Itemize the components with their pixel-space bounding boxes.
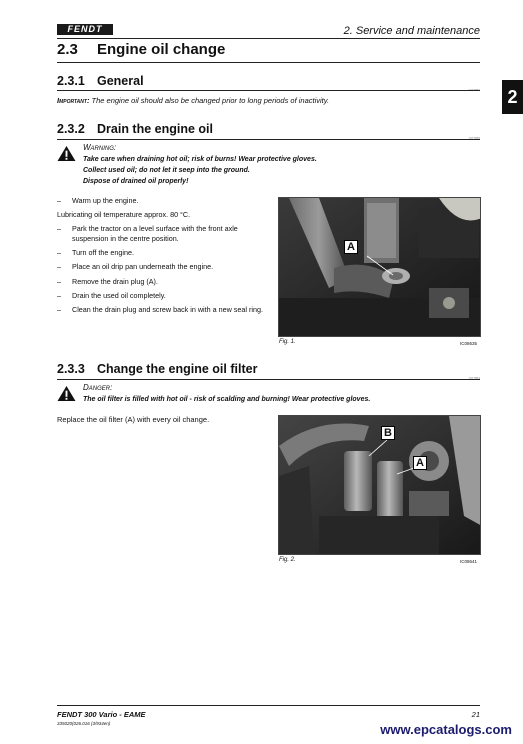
filter-instruction: Replace the oil filter (A) with every oil change. [57, 415, 210, 424]
subsection-number: 2.3.1 [57, 74, 85, 88]
warning-triangle-icon [57, 385, 76, 402]
list-item: – Clean the drain plug and screw back in with a new seal ring. [57, 304, 263, 314]
important-note [57, 96, 329, 105]
figure-2-photo [278, 415, 481, 555]
section-number: 2.3 [57, 41, 78, 58]
figure-label-a: A [413, 456, 427, 470]
header-rule [57, 38, 480, 39]
subsection-title: Change the engine oil filter [97, 362, 258, 376]
danger-box [57, 383, 457, 409]
important-label: Important: [57, 96, 90, 105]
warning-box [57, 143, 457, 189]
figure-label-b: B [381, 426, 395, 440]
subsection-title: General [97, 74, 144, 88]
subsection-rule [57, 139, 480, 140]
page-number: 21 [471, 710, 480, 719]
warning-label: Warning: [83, 143, 117, 152]
danger-label: Danger: [83, 383, 113, 392]
list-item: – Place an oil drip pan underneath the engine. [57, 262, 214, 272]
figure-1-photo [278, 197, 481, 337]
footer-code: 335020(026.016 (3/934en) [57, 721, 111, 726]
list-item: – Remove the drain plug (A). [57, 276, 158, 286]
warning-line: Dispose of drained oil properly! [83, 178, 189, 185]
warning-line: Take care when draining hot oil; risk of burns! Wear protective gloves. [83, 156, 317, 163]
subsection-title: Drain the engine oil [97, 122, 213, 136]
section-rule [57, 62, 480, 63]
footer-rule [57, 705, 480, 706]
section-heading [57, 41, 225, 58]
important-text: The engine oil should also be changed prior to long periods of inactivity. [89, 96, 330, 105]
reference-code: 7377854 [468, 376, 480, 380]
figure-label-a: A [344, 240, 358, 254]
list-item: – Warm up the engine. [57, 196, 139, 205]
subsection-filter-heading [57, 362, 257, 376]
figure-caption: Fig. 2. [279, 557, 296, 563]
drain-steps-list [57, 196, 267, 319]
warning-line: Collect used oil; do not let it seep into the ground. [83, 167, 250, 174]
danger-text: The oil filter is filled with hot oil - risk of scalding and burning! Wear protective gloves. [83, 396, 371, 403]
list-item: – Park the tractor on a level surface with the front axle suspension in the centre position. [57, 224, 238, 243]
subsection-number: 2.3.3 [57, 362, 85, 376]
brand-logo: FENDT [57, 24, 113, 35]
chapter-title: 2. Service and maintenance [343, 25, 480, 37]
figure-reference: IC08641 [460, 559, 478, 564]
list-item: – Turn off the engine. [57, 248, 134, 258]
reference-code: 7377850 [468, 88, 480, 92]
subsection-number: 2.3.2 [57, 122, 85, 136]
subsection-drain-heading [57, 122, 213, 136]
footer-model: FENDT 300 Vario - EAME [57, 710, 146, 719]
list-item: Lubricating oil temperature approx. 80 °C. [57, 210, 191, 220]
section-title: Engine oil change [97, 41, 226, 58]
subsection-general-heading [57, 74, 144, 88]
subsection-rule [57, 379, 480, 380]
watermark-text: www.epcatalogs.com [380, 722, 512, 737]
chapter-tab: 2 [502, 80, 523, 114]
warning-triangle-icon [57, 145, 76, 162]
reference-code: 7377856 [468, 136, 480, 140]
figure-reference: IC08635 [460, 341, 478, 346]
subsection-rule [57, 90, 480, 91]
figure-caption: Fig. 1. [279, 339, 296, 345]
list-item: – Drain the used oil completely. [57, 290, 166, 300]
